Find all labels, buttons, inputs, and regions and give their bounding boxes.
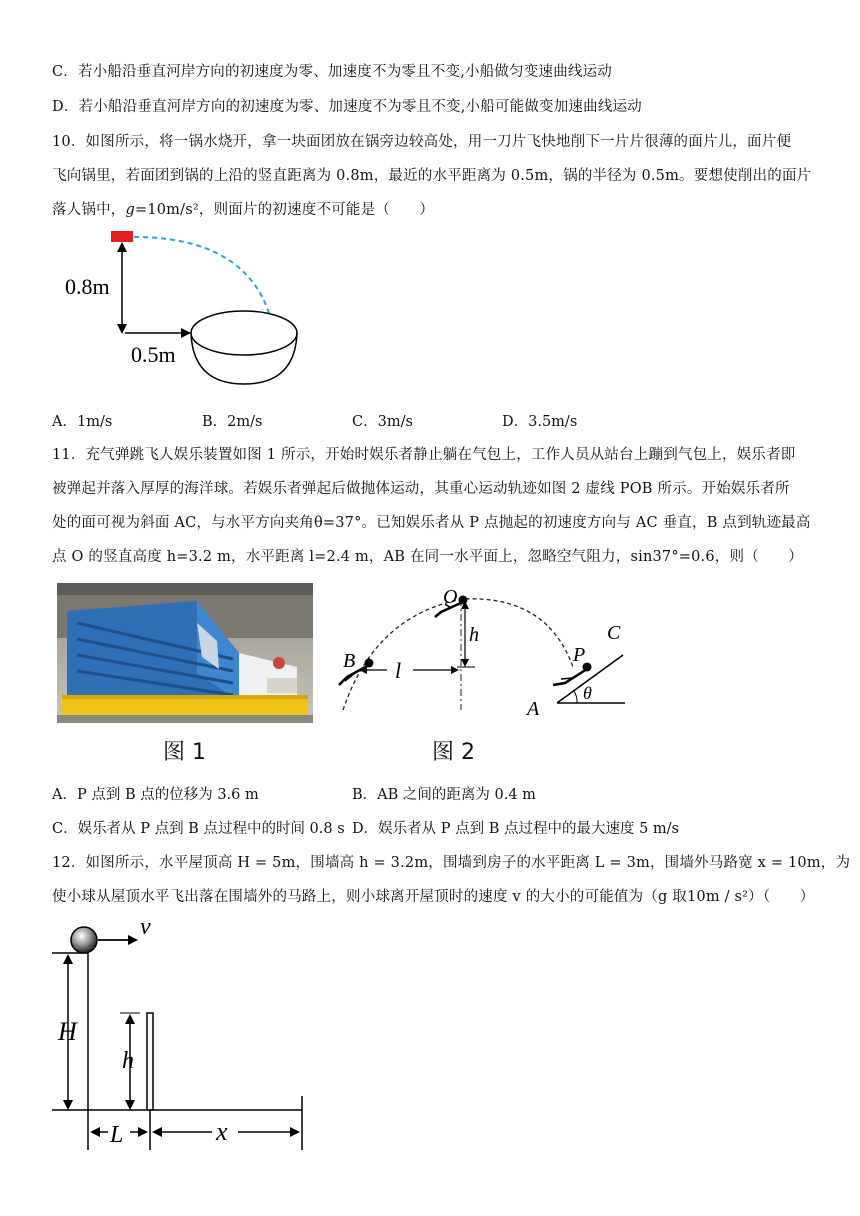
q11-option-c: C．娱乐者从 P 点到 B 点过程中的时间 0.8 s	[52, 821, 345, 837]
q12-figure	[48, 918, 310, 1158]
q10-stem-line2: 飞向锅里，若面团到锅的上沿的竖直距离为 0.8m，最近的水平距离为 0.5m，锅的半径为 0.5m。要想使削出的面片	[52, 168, 812, 184]
label-b: B	[343, 650, 356, 672]
q10-stem-line3	[52, 198, 434, 219]
inflatable-illustration	[57, 583, 313, 723]
inflatable-photo	[57, 583, 313, 723]
dough-block	[111, 231, 133, 242]
q11-stem-line1: 11．充气弹跳飞人娱乐装置如图 1 所示，开始时娱乐者静止躺在气包上，工作人员从站台上蹦到气包上，娱乐者即	[52, 447, 796, 463]
distance-label: 0.5m	[131, 342, 176, 367]
label-x: x	[216, 1117, 228, 1146]
q9-option-d: D．若小船沿垂直河岸方向的初速度为零、加速度不为零且不变,小船可能做变加速曲线运动	[52, 99, 642, 115]
pot-rim	[191, 311, 297, 355]
label-c: C	[607, 622, 621, 644]
q10-figure	[55, 222, 315, 392]
label-a: A	[527, 698, 540, 720]
q12-stem-line1: 12．如图所示，水平屋顶高 H = 5m，围墙高 h = 3.2m，围墙到房子的水平距离 L = 3m，围墙外马路宽 x = 10m，为	[52, 855, 851, 871]
fig2-caption: 图 2	[432, 740, 475, 765]
enclosure-wall	[147, 1013, 153, 1110]
label-h: h	[469, 624, 479, 646]
q11-figure2	[325, 585, 635, 725]
label-l: l	[395, 658, 402, 683]
label-h: h	[122, 1048, 134, 1074]
q10-gravity-symbol: g	[125, 202, 135, 218]
q10-option-a: A．1m/s	[52, 414, 113, 430]
label-o: O	[443, 586, 458, 608]
ball	[71, 927, 97, 953]
q10-stem-line3-post: =10m/s²，则面片的初速度不可能是（ ）	[134, 202, 435, 218]
q10-option-c: C．3m/s	[352, 414, 413, 430]
q11-option-b: B．AB 之间的距离为 0.4 m	[352, 787, 536, 803]
q11-stem-line2: 被弹起并落入厚厚的海洋球。若娱乐者弹起后做抛体运动，其重心运动轨迹如图 2 虚线 POB 所示。开始娱乐者所	[52, 481, 790, 497]
q11-option-a: A．P 点到 B 点的位移为 3.6 m	[52, 787, 259, 803]
q10-stem-line1: 10．如图所示，将一锅水烧开，拿一块面团放在锅旁边较高处，用一刀片飞快地削下一片片很薄的面片儿，面片便	[52, 134, 792, 150]
q10-option-b: B．2m/s	[202, 414, 263, 430]
q11-stem-line3: 处的面可视为斜面 AC，与水平方向夹角θ=37°。已知娱乐者从 P 点抛起的初速度方向与 AC 垂直，B 点到轨迹最高	[52, 515, 811, 531]
trajectory-curve	[134, 237, 270, 316]
label-p: P	[573, 644, 586, 666]
trajectory-dashed	[343, 599, 573, 710]
label-v: v	[140, 918, 151, 940]
q11-stem-line4: 点 O 的竖直高度 h=3.2 m，水平距离 l=2.4 m，AB 在同一水平面上，忽略空气阻力，sin37°=0.6，则（ ）	[52, 549, 803, 565]
height-label: 0.8m	[65, 274, 110, 299]
fig1-caption: 图 1	[163, 740, 206, 765]
q10-option-d: D．3.5m/s	[502, 414, 578, 430]
q11-option-d: D．娱乐者从 P 点到 B 点过程中的最大速度 5 m/s	[352, 821, 679, 837]
q9-option-c: C．若小船沿垂直河岸方向的初速度为零、加速度不为零且不变,小船做匀变速曲线运动	[52, 64, 613, 80]
label-H: H	[58, 1017, 77, 1046]
q10-stem-line3-pre: 落人锅中，	[52, 202, 126, 218]
label-theta: θ	[583, 683, 592, 703]
label-L: L	[110, 1122, 124, 1148]
q12-stem-line2: 使小球从屋顶水平飞出落在围墙外的马路上，则小球离开屋顶时的速度 v 的大小的可能值为（g 取10m / s²）（ ）	[52, 889, 815, 905]
